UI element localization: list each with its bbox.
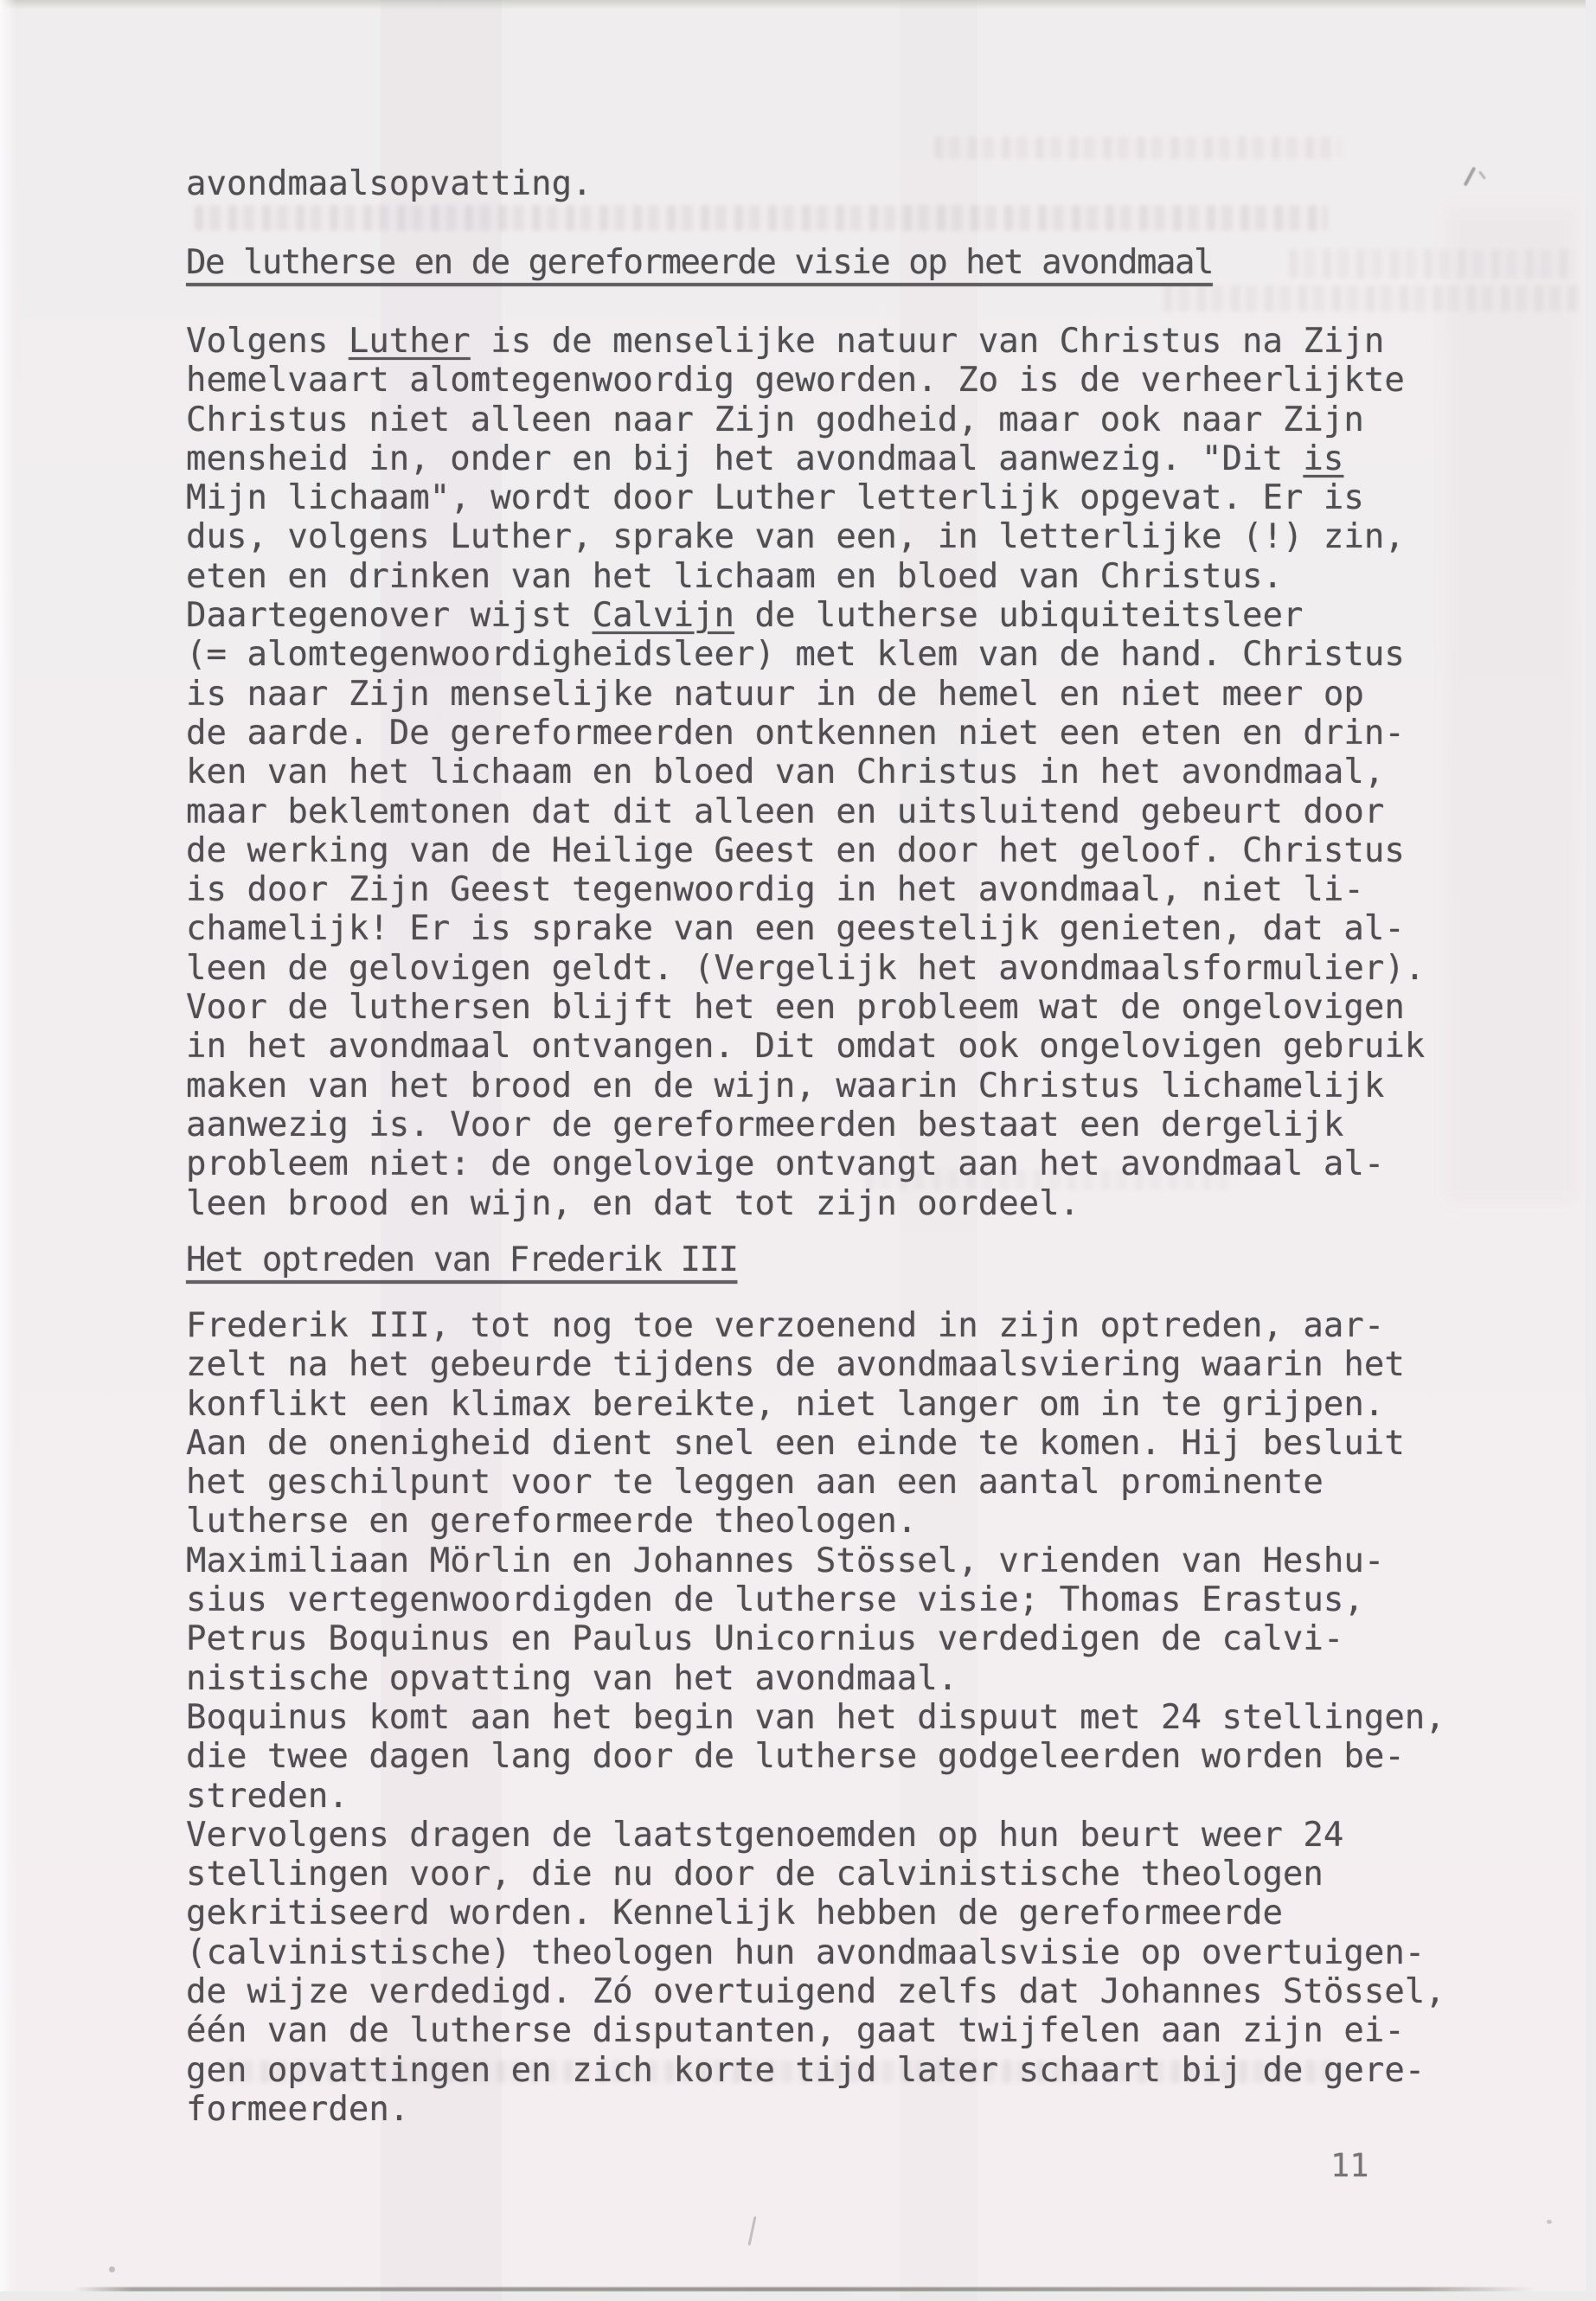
bleed-through-ghost-text [1163,285,1579,311]
text-line: gen opvattingen en zich korte tijd later schaart bij de gere- [186,2050,1426,2090]
text-line: de aarde. De gereformeerden ontkennen niet een eten en drin- [186,713,1405,753]
text-line: Voor de luthersen blijft het een probleem wat de ongelovigen [186,988,1405,1028]
pen-mark-artifact [1464,166,1477,186]
text-line: gekritiseerd worden. Kennelijk hebben de gereformeerde [186,1894,1283,1933]
text-line: Daartegenover wijst Calvijn de lutherse ubiquiteitsleer [186,596,1304,636]
text-line: (= alomtegenwoordigheidsleer) met klem van de hand. Christus [186,635,1405,675]
scanner-streak [1446,208,1576,1202]
text-line: stellingen voor, die nu door de calvinistische theologen [186,1855,1324,1894]
text-line: is door Zijn Geest tegenwoordig in het avondmaal, niet li- [186,870,1364,910]
text-line: in het avondmaal ontvangen. Dit omdat ook ongelovigen gebruik [186,1027,1426,1067]
text-line: maken van het brood en de wijn, waarin Christus lichamelijk [186,1066,1385,1106]
scan-speck [1547,2220,1552,2224]
text-line: probleem niet: de ongelovige ontvangt aan het avondmaal al- [186,1144,1385,1184]
scan-bottom-edge [0,2291,1596,2301]
text-line: konflikt een klimax bereikte, niet langer om in te grijpen. [186,1384,1385,1424]
text-line: Mijn lichaam", wordt door Luther letterlijk opgevat. Er is [186,478,1364,518]
text-line: de werking van de Heilige Geest en door het geloof. Christus [186,830,1405,870]
text-line: Volgens Luther is de menselijke natuur van Christus na Zijn [186,322,1385,361]
intro-line: avondmaalsopvatting. [186,164,593,203]
section-heading-optreden-frederik: Het optreden van Frederik III [186,1240,738,1279]
text-line: lutherse en gereformeerde theologen. [186,1502,918,1541]
text-line: Maximiliaan Mörlin en Johannes Stössel, vrienden van Heshu- [186,1541,1385,1580]
text-line: het geschilpunt voor te leggen aan een aantal prominente [186,1463,1324,1503]
text-line: Vervolgens dragen de laatstgenoemden op hun beurt weer 24 [186,1815,1344,1855]
scan-speck [109,2266,115,2272]
pen-mark-artifact [1478,170,1486,180]
bleed-through-ghost-text [934,137,1341,159]
page-number: 11 [1330,2147,1369,2184]
text-line: chamelijk! Er is sprake van een geestelijk genieten, dat al- [186,909,1405,949]
text-line: sius vertegenwoordigden de lutherse visie; Thomas Erastus, [186,1580,1364,1620]
text-line: Boquinus komt aan het begin van het dispuut met 24 stellingen, [186,1697,1445,1737]
text-line: is naar Zijn menselijke natuur in de hemel en niet meer op [186,674,1364,714]
text-line: maar beklemtonen dat dit alleen en uitsluitend gebeurt door [186,792,1385,831]
paragraph-avondmaal-visies [186,322,1425,1223]
text-line: formeerden. [186,2089,410,2129]
text-line: aanwezig is. Voor de gereformeerden bestaat een dergelijk [186,1105,1344,1144]
text-line: leen de gelovigen geldt. (Vergelijk het avondmaalsformulier). [186,948,1426,988]
text-line: mensheid in, onder en bij het avondmaal aanwezig. "Dit is [186,439,1344,478]
text-line: zelt na het gebeurde tijdens de avondmaalsviering waarin het [186,1345,1405,1385]
text-line: dus, volgens Luther, sprake van een, in letterlijke (!) zin, [186,517,1405,557]
scan-left-edge [0,0,16,2301]
text-line: ken van het lichaam en bloed van Christus in het avondmaal, [186,753,1385,792]
text-line: hemelvaart alomtegenwoordig geworden. Zo is de verheerlijkte [186,361,1405,401]
scan-speck [747,2216,756,2246]
text-line: (calvinistische) theologen hun avondmaalsvisie op overtuigen- [186,1932,1426,1972]
scan-right-edge [1586,0,1596,2301]
section-heading-lutherse-gereformeerde-visie: De lutherse en de gereformeerde visie op het avondmaal [186,243,1213,282]
paragraph-frederik-dispuut [186,1306,1445,2129]
text-line: die twee dagen lang door de lutherse godgeleerden worden be- [186,1737,1405,1777]
text-line: nistische opvatting van het avondmaal. [186,1658,958,1698]
text-line: leen brood en wijn, en dat tot zijn oordeel. [186,1183,1080,1223]
text-line: Christus niet alleen naar Zijn godheid, maar ook naar Zijn [186,400,1364,439]
text-line: eten en drinken van het lichaam en bloed van Christus. [186,556,1283,596]
text-line: streden. [186,1776,349,1816]
scan-top-edge [0,0,1596,10]
bleed-through-ghost-text [195,205,1328,231]
text-line: Frederik III, tot nog toe verzoenend in zijn optreden, aar- [186,1306,1385,1345]
text-line: de wijze verdedigd. Zó overtuigend zelfs dat Johannes Stössel, [186,1972,1445,2012]
text-line: Aan de onenigheid dient snel een einde te komen. Hij besluit [186,1423,1405,1463]
text-line: Petrus Boquinus en Paulus Unicornius verdedigen de calvi- [186,1619,1344,1659]
text-line: één van de lutherse disputanten, gaat twijfelen aan zijn ei- [186,2011,1405,2051]
bleed-through-ghost-text [1289,249,1574,279]
